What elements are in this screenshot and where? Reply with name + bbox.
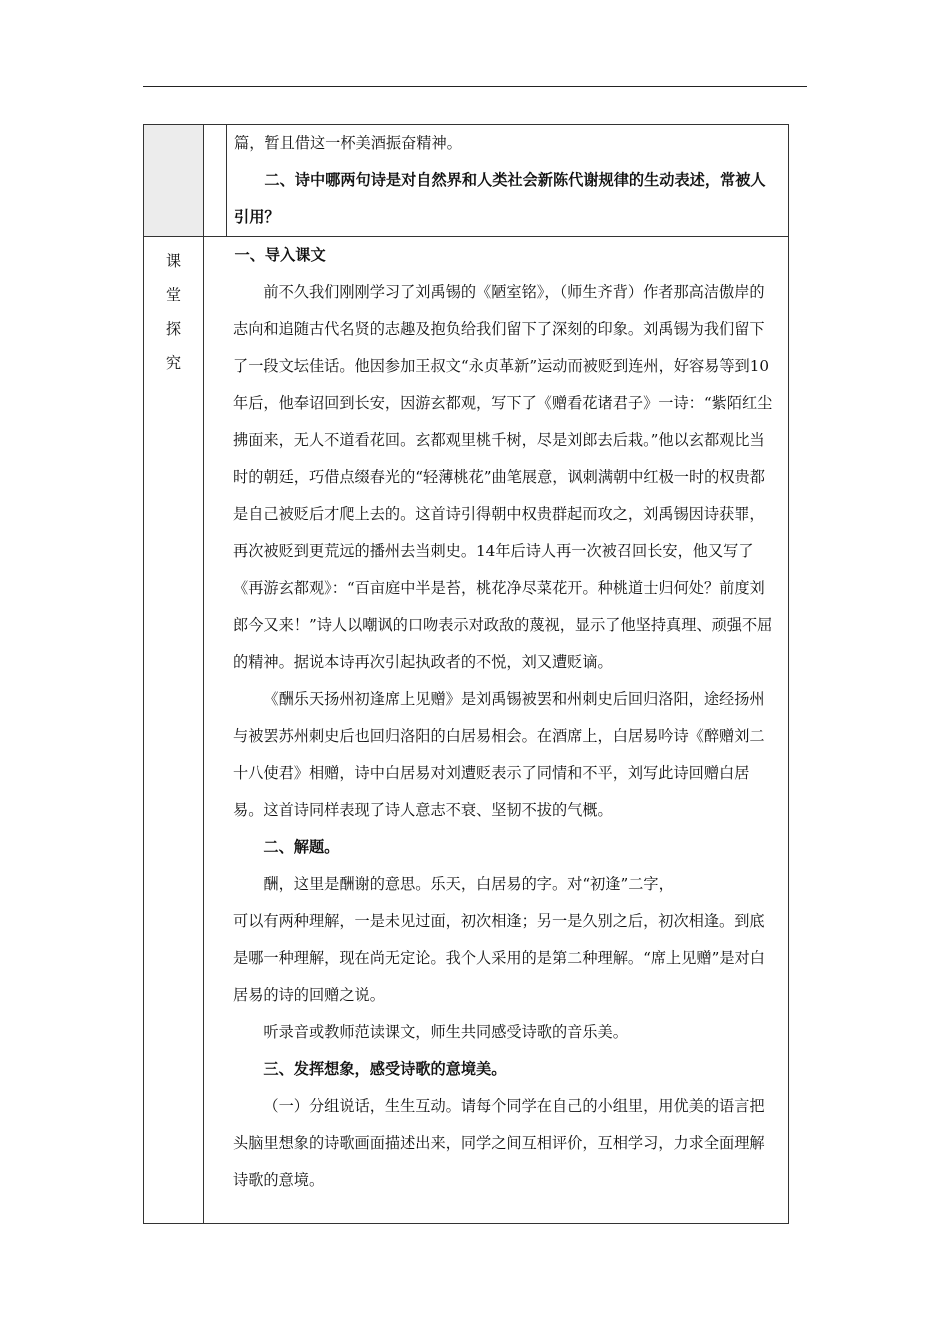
section-label-char: 探 bbox=[165, 320, 182, 338]
paragraph-group-activity: （一）分组说话，生生互动。请每个同学在自己的小组里，用优美的语言把头脑里想象的诗歌画面描述出来，同学之间互相评价，互相学习，力求全面理解诗歌的意境。 bbox=[233, 1097, 765, 1189]
paragraph-title-explanation-a: 酬，这里是酬谢的意思。乐天，白居易的字。对“初逢”二字， bbox=[263, 875, 674, 893]
section-label-char: 堂 bbox=[165, 286, 182, 304]
section-label bbox=[144, 237, 203, 380]
heading-title-explanation: 二、解题。 bbox=[263, 838, 340, 856]
question-text: 二、诗中哪两句诗是对自然界和人类社会新陈代谢规律的生动表述，常被人引用？ bbox=[234, 171, 766, 226]
table-row bbox=[144, 237, 789, 1224]
paragraph-reading: 听录音或教师范读课文，师生共同感受诗歌的音乐美。 bbox=[263, 1023, 628, 1041]
empty-gap-cell bbox=[204, 125, 227, 237]
heading-intro: 一、导入课文 bbox=[234, 246, 326, 264]
lesson-plan-table bbox=[143, 124, 789, 1224]
empty-label-cell bbox=[144, 125, 204, 237]
content-cell bbox=[204, 237, 789, 1224]
table-row bbox=[144, 125, 789, 237]
header-rule bbox=[143, 86, 807, 87]
paragraph-title-explanation-b: 可以有两种理解，一是未见过面，初次相逢；另一是久别之后，初次相逢。到底是哪一种理解，现在尚无定论。我个人采用的是第二种理解。“席上见赠”是对白居易的诗的回赠之说。 bbox=[233, 912, 765, 1004]
section-label-char: 课 bbox=[165, 252, 182, 270]
section-label-cell bbox=[144, 237, 204, 1224]
heading-imagination: 三、发挥想象，感受诗歌的意境美。 bbox=[263, 1060, 507, 1078]
content-cell bbox=[227, 125, 789, 237]
section-label-char: 究 bbox=[165, 354, 182, 372]
paragraph-intro: 前不久我们刚刚学习了刘禹锡的《陋室铭》，（师生齐背）作者那高洁傲岸的志向和追随古代名贤的志趣及抱负给我们留下了深刻的印象。刘禹锡为我们留下了一段文坛佳话。他因参加王叔文“永贞革新”运动而被贬到连州，好容易等到10年后，他奉诏回到长安，因游玄都观，写下了《赠看花诸君子》一诗：“紫陌红尘拂面来，无人不道看花回。玄都观里桃千树，尽是刘郎去后栽。”他以玄都观比当时的朝廷，巧借点缀春光的“轻薄桃花”曲笔展意，讽刺满朝中红极一时的权贵都是自己被贬后才爬上去的。这首诗引得朝中权贵群起而攻之，刘禹锡因诗获罪，再次被贬到更荒远的播州去当刺史。14年后诗人再一次被召回长安，他又写了《再游玄都观》：“百亩庭中半是苔，桃花净尽菜花开。种桃道士归何处？前度刘郎今又来！”诗人以嘲讽的口吻表示对政敌的蔑视，显示了他坚持真理、顽强不屈的精神。据说本诗再次引起执政者的不悦，刘又遭贬谪。 bbox=[233, 283, 773, 671]
paragraph-poem-background: 《酬乐天扬州初逢席上见赠》是刘禹锡被罢和州刺史后回归洛阳，途经扬州与被罢苏州刺史后也回归洛阳的白居易相会。在酒席上，白居易吟诗《醉赠刘二十八使君》相赠，诗中白居易对刘遭贬表示了同情和不平，刘写此诗回赠白居易。这首诗同样表现了诗人意志不衰、坚韧不拔的气概。 bbox=[233, 690, 765, 819]
continued-text: 篇，暂且借这一杯美酒振奋精神。 bbox=[234, 134, 462, 152]
